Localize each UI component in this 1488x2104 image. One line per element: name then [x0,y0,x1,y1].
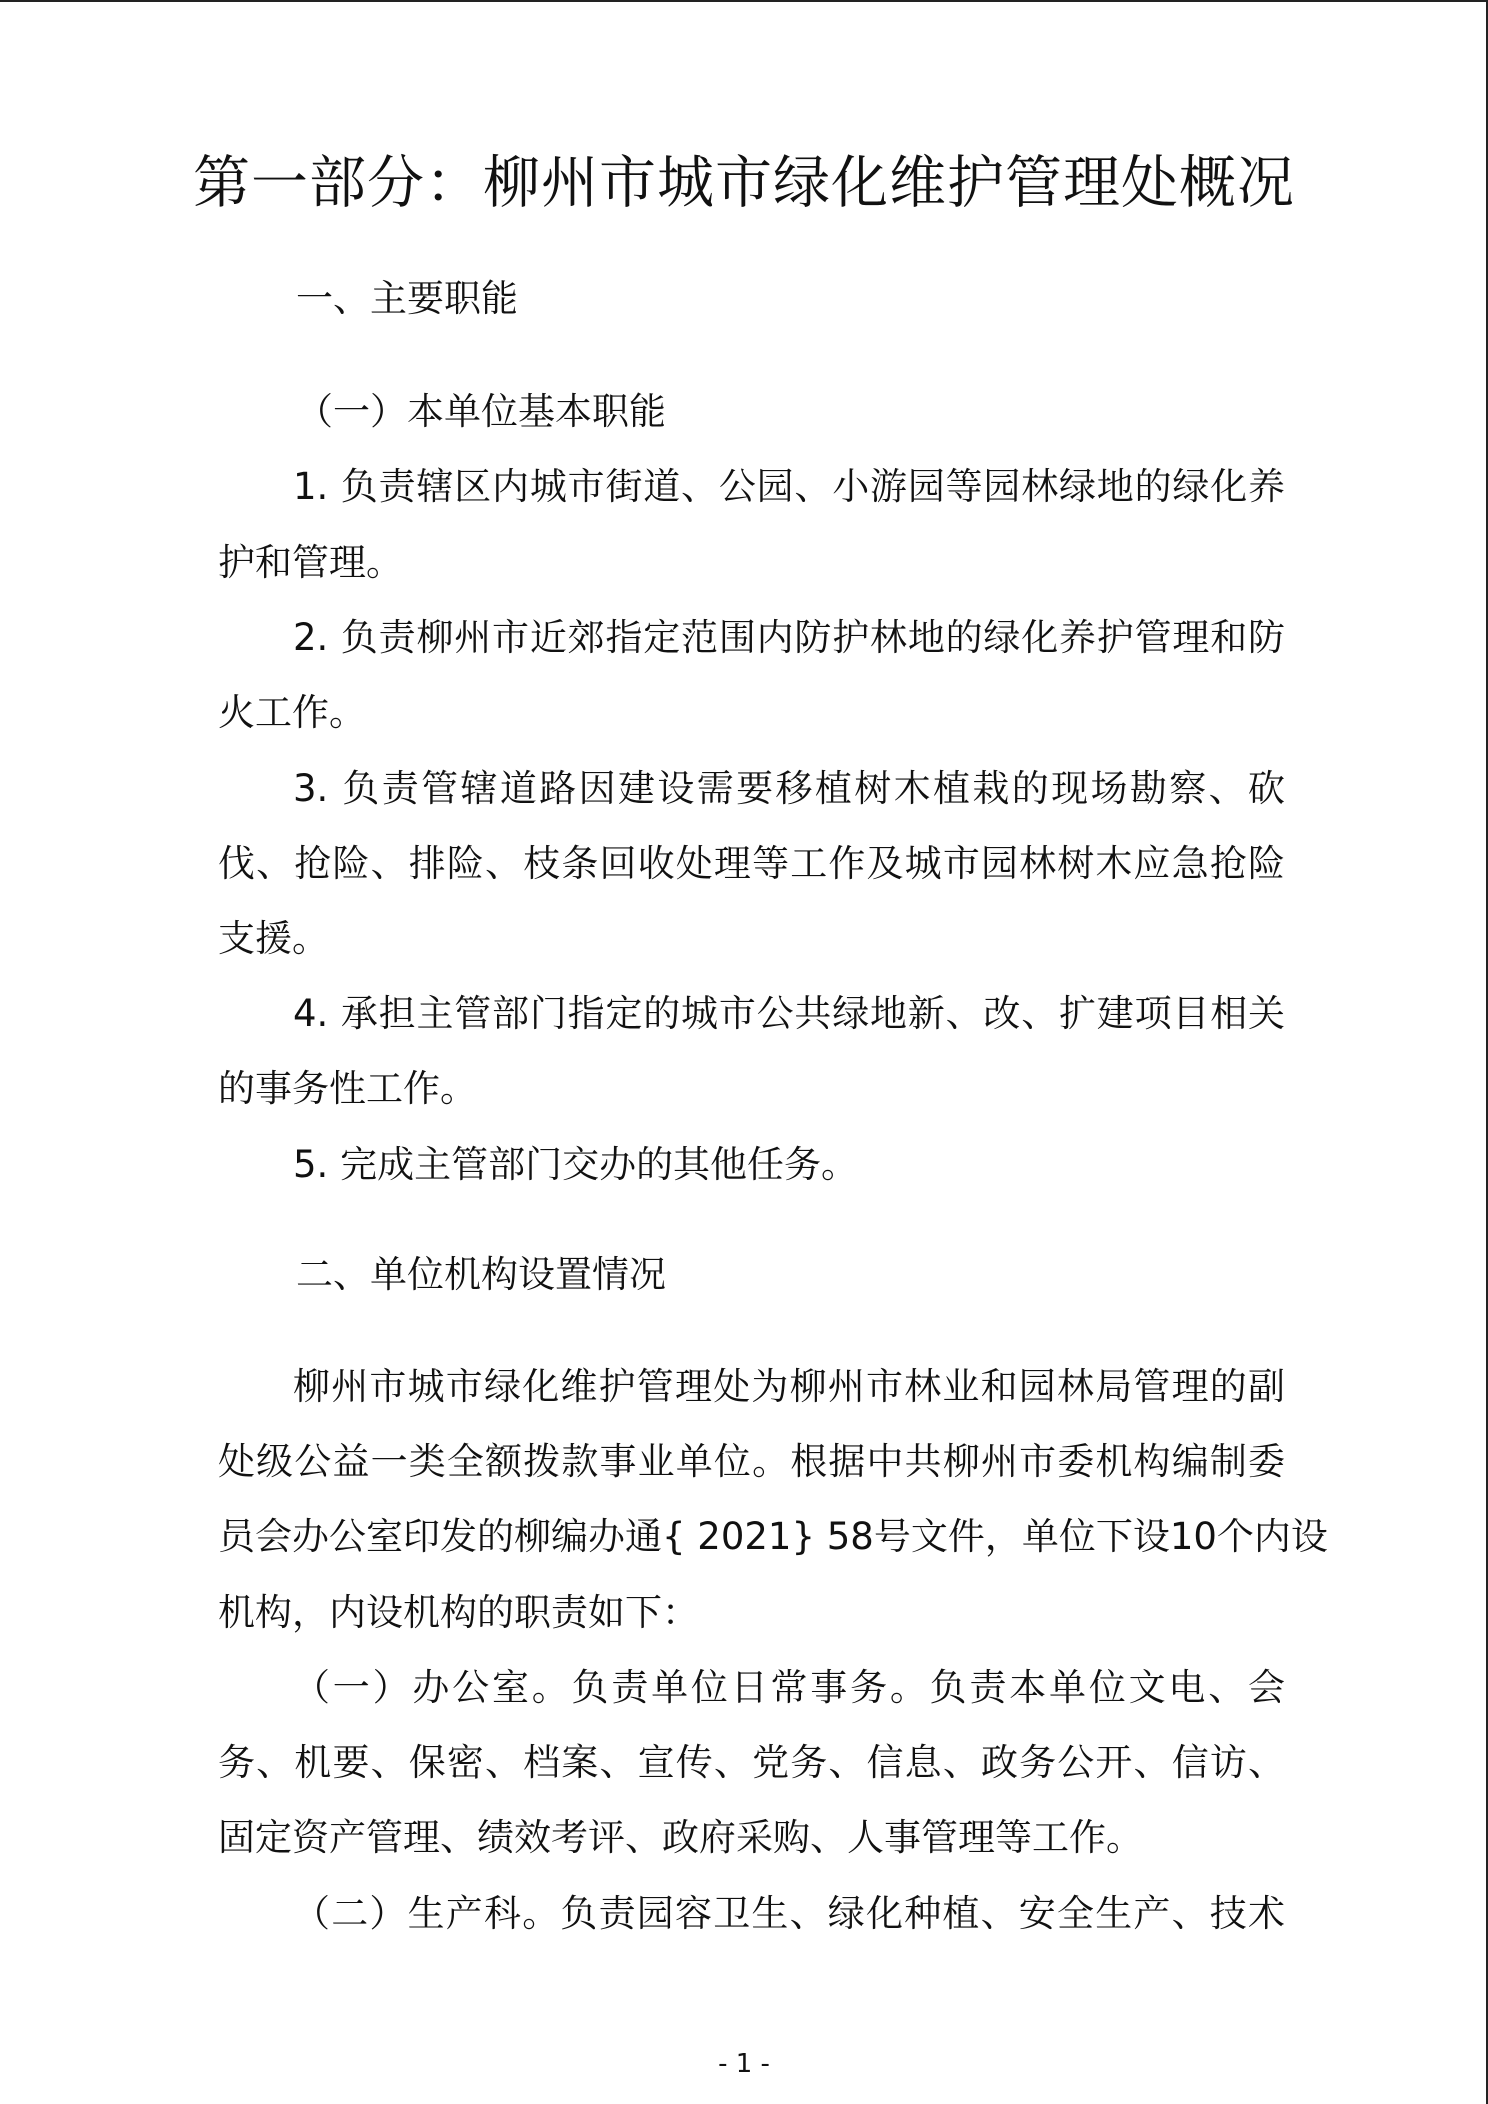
function-item-2-line-1: 2. 负责柳州市近郊指定范围内防护林地的绿化养护管理和防 [293,616,1285,659]
section-heading-organization: 二、单位机构设置情况 [296,1253,666,1296]
production-duties-line-1: （二）生产科。负责园容卫生、绿化种植、安全生产、技术 [293,1892,1285,1935]
function-item-2-line-2: 火工作。 [218,691,366,734]
page-number: - 1 - [718,2049,770,2079]
function-item-4-line-2: 的事务性工作。 [218,1067,477,1110]
function-item-3-line-3: 支援。 [218,917,329,960]
office-duties-line-2: 务、机要、保密、档案、宣传、党务、信息、政务公开、信访、 [218,1741,1285,1784]
organization-intro-line-2: 处级公益一类全额拨款事业单位。根据中共柳州市委机构编制委 [218,1440,1285,1483]
organization-intro-line-1: 柳州市城市绿化维护管理处为柳州市林业和园林局管理的副 [293,1365,1285,1408]
office-duties-line-1: （一）办公室。负责单位日常事务。负责本单位文电、会 [293,1666,1285,1709]
function-item-4-line-1: 4. 承担主管部门指定的城市公共绿地新、改、扩建项目相关 [293,992,1285,1035]
function-item-5-line-1: 5. 完成主管部门交办的其他任务。 [293,1143,859,1186]
function-item-3-line-2: 伐、抢险、排险、枝条回收处理等工作及城市园林树木应急抢险 [218,842,1285,885]
subheading-basic-functions: （一）本单位基本职能 [296,390,666,433]
office-duties-line-3: 固定资产管理、绩效考评、政府采购、人事管理等工作。 [218,1816,1143,1859]
organization-intro-line-4: 机构，内设机构的职责如下： [218,1591,699,1634]
organization-intro-line-3: 员会办公室印发的柳编办通{ 2021} 58号文件，单位下设10个内设 [218,1515,1328,1558]
function-item-1-line-1: 1. 负责辖区内城市街道、公园、小游园等园林绿地的绿化养 [293,465,1285,508]
function-item-3-line-1: 3. 负责管辖道路因建设需要移植树木植栽的现场勘察、砍 [293,767,1285,810]
document-title: 第一部分：柳州市城市绿化维护管理处概况 [193,150,1295,216]
function-item-1-line-2: 护和管理。 [218,541,403,584]
section-heading-main-functions: 一、主要职能 [296,277,518,320]
